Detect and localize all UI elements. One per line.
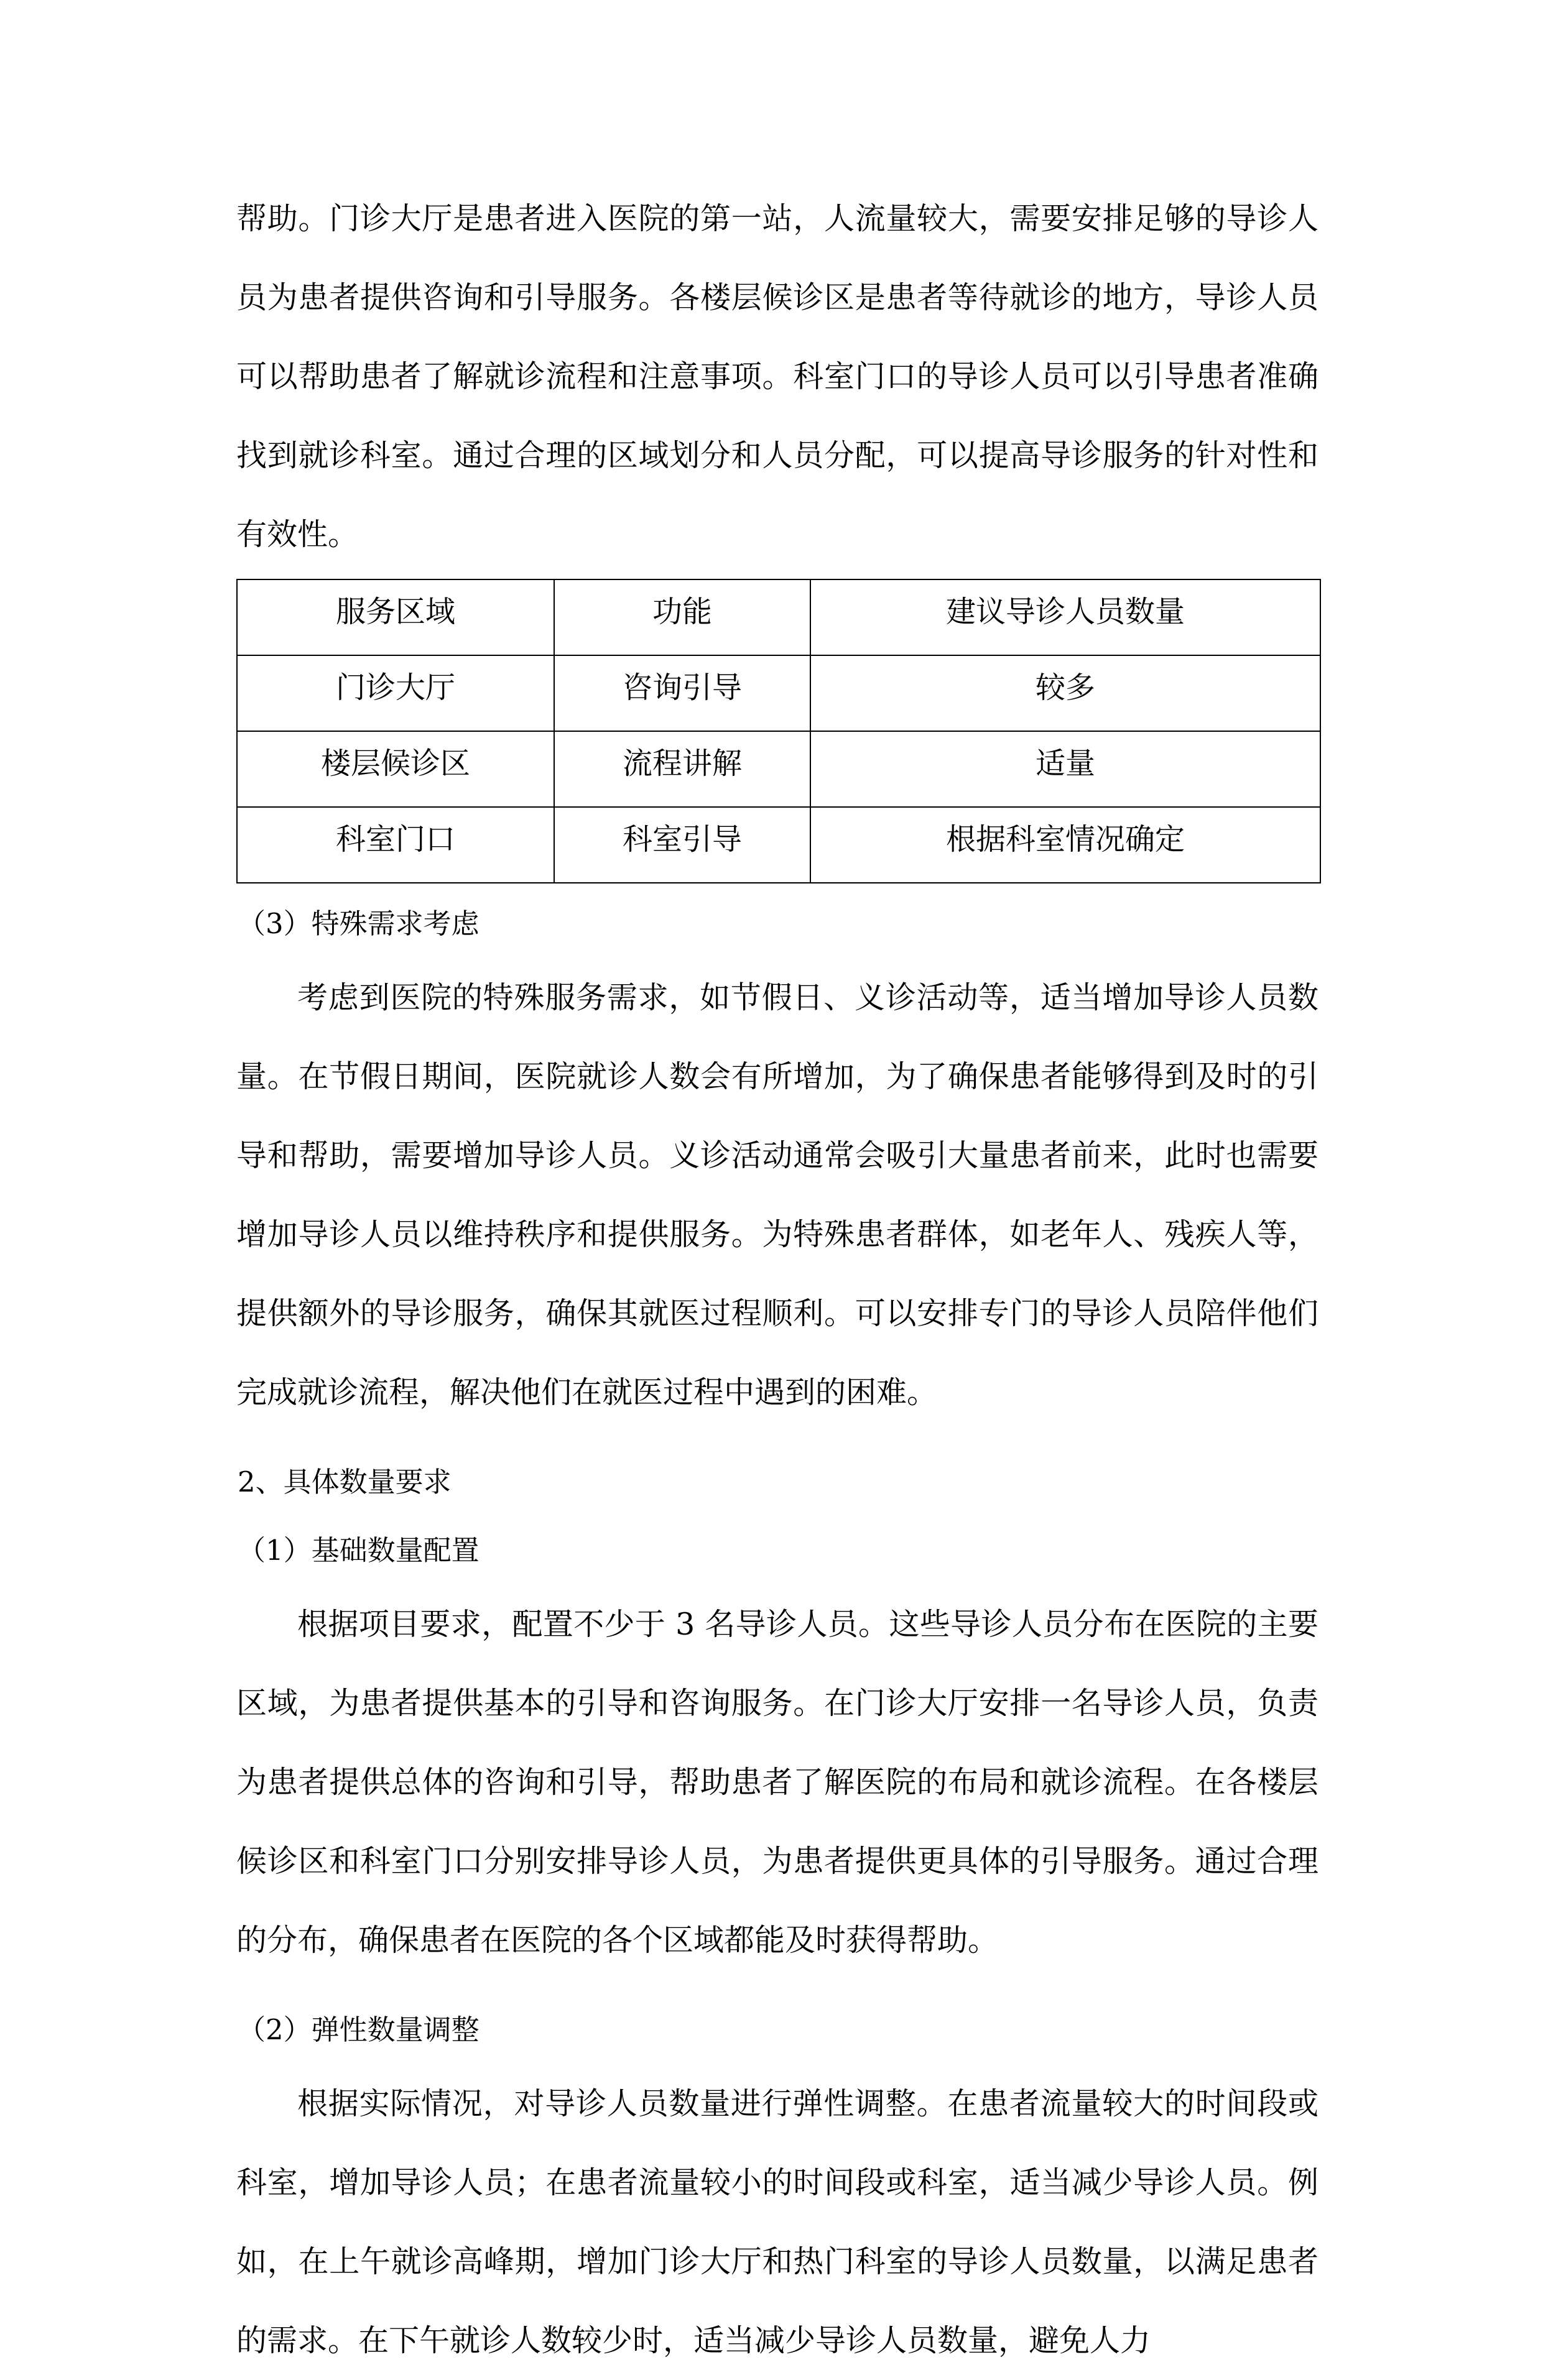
- guide-allocation-table: [236, 579, 1321, 883]
- subsection-2-paragraph: 根据实际情况，对导诊人员数量进行弹性调整。在患者流量较大的时间段或科室，增加导诊人员；在患者流量较小的时间段或科室，适当减少导诊人员。例如，在上午就诊高峰期，增加门诊大厅和热门科室的导诊人员数量，以满足患者的需求。在下午就诊人数较少时，适当减少导诊人员数量，避免人力: [236, 2086, 1318, 2358]
- table-cell: 根据科室情况确定: [810, 807, 1320, 883]
- table-row: [237, 807, 1320, 883]
- subsection-2-heading: （2）弹性数量调整: [238, 2013, 480, 2046]
- table-cell: 适量: [810, 731, 1320, 807]
- section-3-heading: （3）特殊需求考虑: [238, 907, 480, 940]
- table-header-cell: 服务区域: [237, 579, 554, 655]
- intro-paragraph: 帮助。门诊大厅是患者进入医院的第一站，人流量较大，需要安排足够的导诊人员为患者提供咨询和引导服务。各楼层候诊区是患者等待就诊的地方，导诊人员可以帮助患者了解就诊流程和注意事项。科室门口的导诊人员可以引导患者准确找到就诊科室。通过合理的区域划分和人员分配，可以提高导诊服务的针对性和有效性。: [236, 201, 1318, 552]
- table-cell: 门诊大厅: [237, 655, 554, 731]
- table-cell: 科室门口: [237, 807, 554, 883]
- table-header-cell: 建议导诊人员数量: [810, 579, 1320, 655]
- table-cell: 较多: [810, 655, 1320, 731]
- table-cell: 科室引导: [554, 807, 810, 883]
- subsection-1-heading: （1）基础数量配置: [238, 1534, 480, 1567]
- table-header-cell: 功能: [554, 579, 810, 655]
- table-row: [237, 731, 1320, 807]
- section-2-heading: 2、具体数量要求: [238, 1465, 452, 1498]
- table-cell: 楼层候诊区: [237, 731, 554, 807]
- table-cell: 咨询引导: [554, 655, 810, 731]
- table-row: [237, 655, 1320, 731]
- table-cell: 流程讲解: [554, 731, 810, 807]
- document-page: [236, 179, 1318, 2380]
- subsection-1-paragraph: 根据项目要求，配置不少于 3 名导诊人员。这些导诊人员分布在医院的主要区域，为患者提供基本的引导和咨询服务。在门诊大厅安排一名导诊人员，负责为患者提供总体的咨询和引导，帮助患者了解医院的布局和就诊流程。在各楼层候诊区和科室门口分别安排导诊人员，为患者提供更具体的引导服务。通过合理的分布，确保患者在医院的各个区域都能及时获得帮助。: [236, 1607, 1318, 1958]
- section-3-paragraph: 考虑到医院的特殊服务需求，如节假日、义诊活动等，适当增加导诊人员数量。在节假日期间，医院就诊人数会有所增加，为了确保患者能够得到及时的引导和帮助，需要增加导诊人员。义诊活动通常会吸引大量患者前来，此时也需要增加导诊人员以维持秩序和提供服务。为特殊患者群体，如老年人、残疾人等，提供额外的导诊服务，确保其就医过程顺利。可以安排专门的导诊人员陪伴他们完成就诊流程，解决他们在就医过程中遇到的困难。: [236, 980, 1318, 1410]
- table-header-row: [237, 579, 1320, 655]
